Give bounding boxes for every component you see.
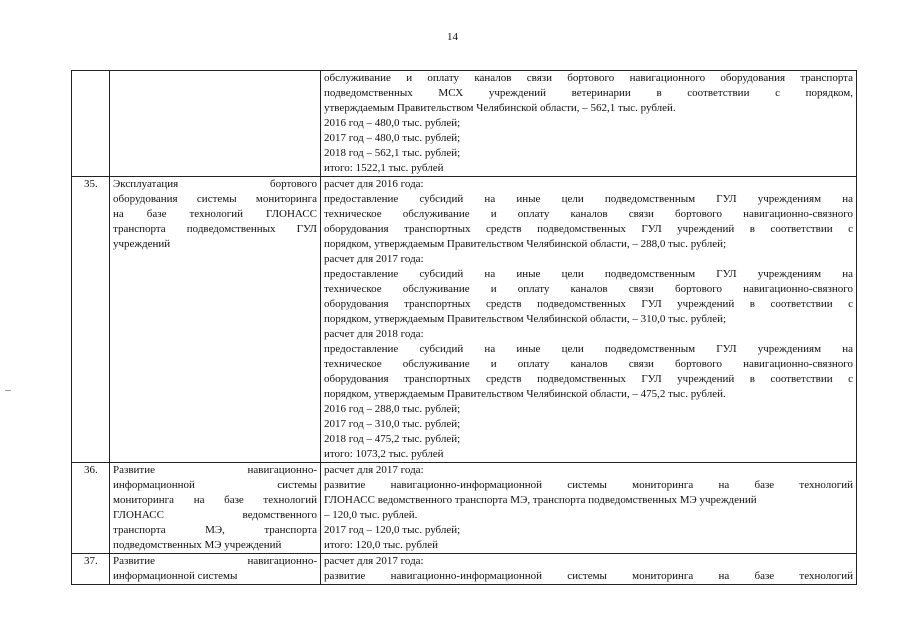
measure-name-cell — [110, 71, 321, 177]
calculation-line: 2016 год – 480,0 тыс. рублей; — [324, 117, 461, 129]
calculation-line: порядком, утверждаемым Правительством Челябинской области, – 310,0 тыс. рублей; — [324, 313, 727, 325]
calculation-line: подведомственных МСХ учреждений ветеринарии в соответствии с порядком, — [324, 87, 853, 99]
calculation-line: развитие навигационно-информационной системы мониторинга на базе технологий — [324, 479, 853, 491]
measure-name-line: мониторинга на базе технологий — [113, 494, 317, 506]
table-row — [72, 554, 857, 585]
calculation-line: оборудования транспортных средств подведомственных ГУЛ учреждений в соответствии с — [324, 298, 853, 310]
calculation-line: техническое обслуживание и оплату каналов связи бортового навигационно-связного — [324, 358, 853, 370]
calculation-line: 2016 год – 288,0 тыс. рублей; — [324, 403, 461, 415]
calculation-line: итого: 1522,1 тыс. рублей — [324, 162, 444, 174]
row-number-cell — [72, 71, 110, 177]
measure-name-line: Эксплуатация бортового — [113, 178, 317, 190]
calculation-line: 2017 год – 310,0 тыс. рублей; — [324, 418, 461, 430]
calculation-line: порядком, утверждаемым Правительством Челябинской области, – 475,2 тыс. рублей. — [324, 388, 726, 400]
page-number: 14 — [447, 31, 458, 43]
calculation-cell — [321, 554, 857, 585]
table-body — [72, 71, 857, 585]
measure-name-line: оборудования системы мониторинга — [113, 193, 317, 205]
calculation-line: расчет для 2016 года: — [324, 178, 424, 190]
measure-name-line: подведомственных МЭ учреждений — [113, 539, 282, 551]
calculation-line: оборудования транспортных средств подведомственных ГУЛ учреждений в соответствии с — [324, 373, 853, 385]
calculation-line: расчет для 2017 года: — [324, 555, 424, 567]
row-number-cell: 35. — [72, 177, 110, 463]
calculation-line: предоставление субсидий на иные цели подведомственным ГУЛ учреждениям на — [324, 268, 853, 280]
calculation-line: расчет для 2017 года: — [324, 464, 424, 476]
measure-name-cell — [110, 463, 321, 554]
calculation-line: ГЛОНАСС ведомственного транспорта МЭ, транспорта подведомственных МЭ учреждений — [324, 494, 757, 506]
calculation-line: 2017 год – 480,0 тыс. рублей; — [324, 132, 461, 144]
table-row — [72, 463, 857, 554]
calculation-cell — [321, 463, 857, 554]
table-row — [72, 177, 857, 463]
measure-name-line: информационной системы — [113, 570, 238, 582]
calculation-cell — [321, 177, 857, 463]
measure-name-line: на базе технологий ГЛОНАСС — [113, 208, 317, 220]
calculation-line: 2018 год – 475,2 тыс. рублей; — [324, 433, 461, 445]
calculation-line: 2017 год – 120,0 тыс. рублей; — [324, 524, 461, 536]
measure-name-line: ГЛОНАСС ведомственного — [113, 509, 317, 521]
calculation-line: предоставление субсидий на иные цели подведомственным ГУЛ учреждениям на — [324, 343, 853, 355]
calculation-line: 2018 год – 562,1 тыс. рублей; — [324, 147, 461, 159]
table-row — [72, 71, 857, 177]
row-number-cell: 37. — [72, 554, 110, 585]
calculation-line: – 120,0 тыс. рублей. — [324, 509, 418, 521]
calculation-line: порядком, утверждаемым Правительством Челябинской области, – 288,0 тыс. рублей; — [324, 238, 727, 250]
measure-name-line: Развитие навигационно- — [113, 464, 317, 476]
document-table — [71, 70, 857, 585]
measure-name-line: транспорта МЭ, транспорта — [113, 524, 317, 536]
calculation-line: обслуживание и оплату каналов связи бортового навигационного оборудования транспорта — [324, 72, 853, 84]
calculation-line: оборудования транспортных средств подведомственных ГУЛ учреждений в соответствии с — [324, 223, 853, 235]
measure-name-line: Развитие навигационно- — [113, 555, 317, 567]
calculation-line: итого: 120,0 тыс. рублей — [324, 539, 438, 551]
calculation-line: предоставление субсидий на иные цели подведомственным ГУЛ учреждениям на — [324, 193, 853, 205]
measure-name-line: информационной системы — [113, 479, 317, 491]
calculation-line: итого: 1073,2 тыс. рублей — [324, 448, 444, 460]
calculation-line: развитие навигационно-информационной системы мониторинга на базе технологий — [324, 570, 853, 582]
measure-name-cell — [110, 177, 321, 463]
row-number-cell: 36. — [72, 463, 110, 554]
calculation-line: расчет для 2017 года: — [324, 253, 424, 265]
calculation-line: техническое обслуживание и оплату каналов связи бортового навигационно-связного — [324, 283, 853, 295]
measure-name-line: учреждений — [113, 238, 171, 250]
calculation-line: утверждаемым Правительством Челябинской области, – 562,1 тыс. рублей. — [324, 102, 676, 114]
margin-mark — [5, 390, 11, 391]
calculation-line: расчет для 2018 года: — [324, 328, 424, 340]
measure-name-line: транспорта подведомственных ГУЛ — [113, 223, 317, 235]
measure-name-cell — [110, 554, 321, 585]
calculation-line: техническое обслуживание и оплату каналов связи бортового навигационно-связного — [324, 208, 853, 220]
calculation-cell — [321, 71, 857, 177]
